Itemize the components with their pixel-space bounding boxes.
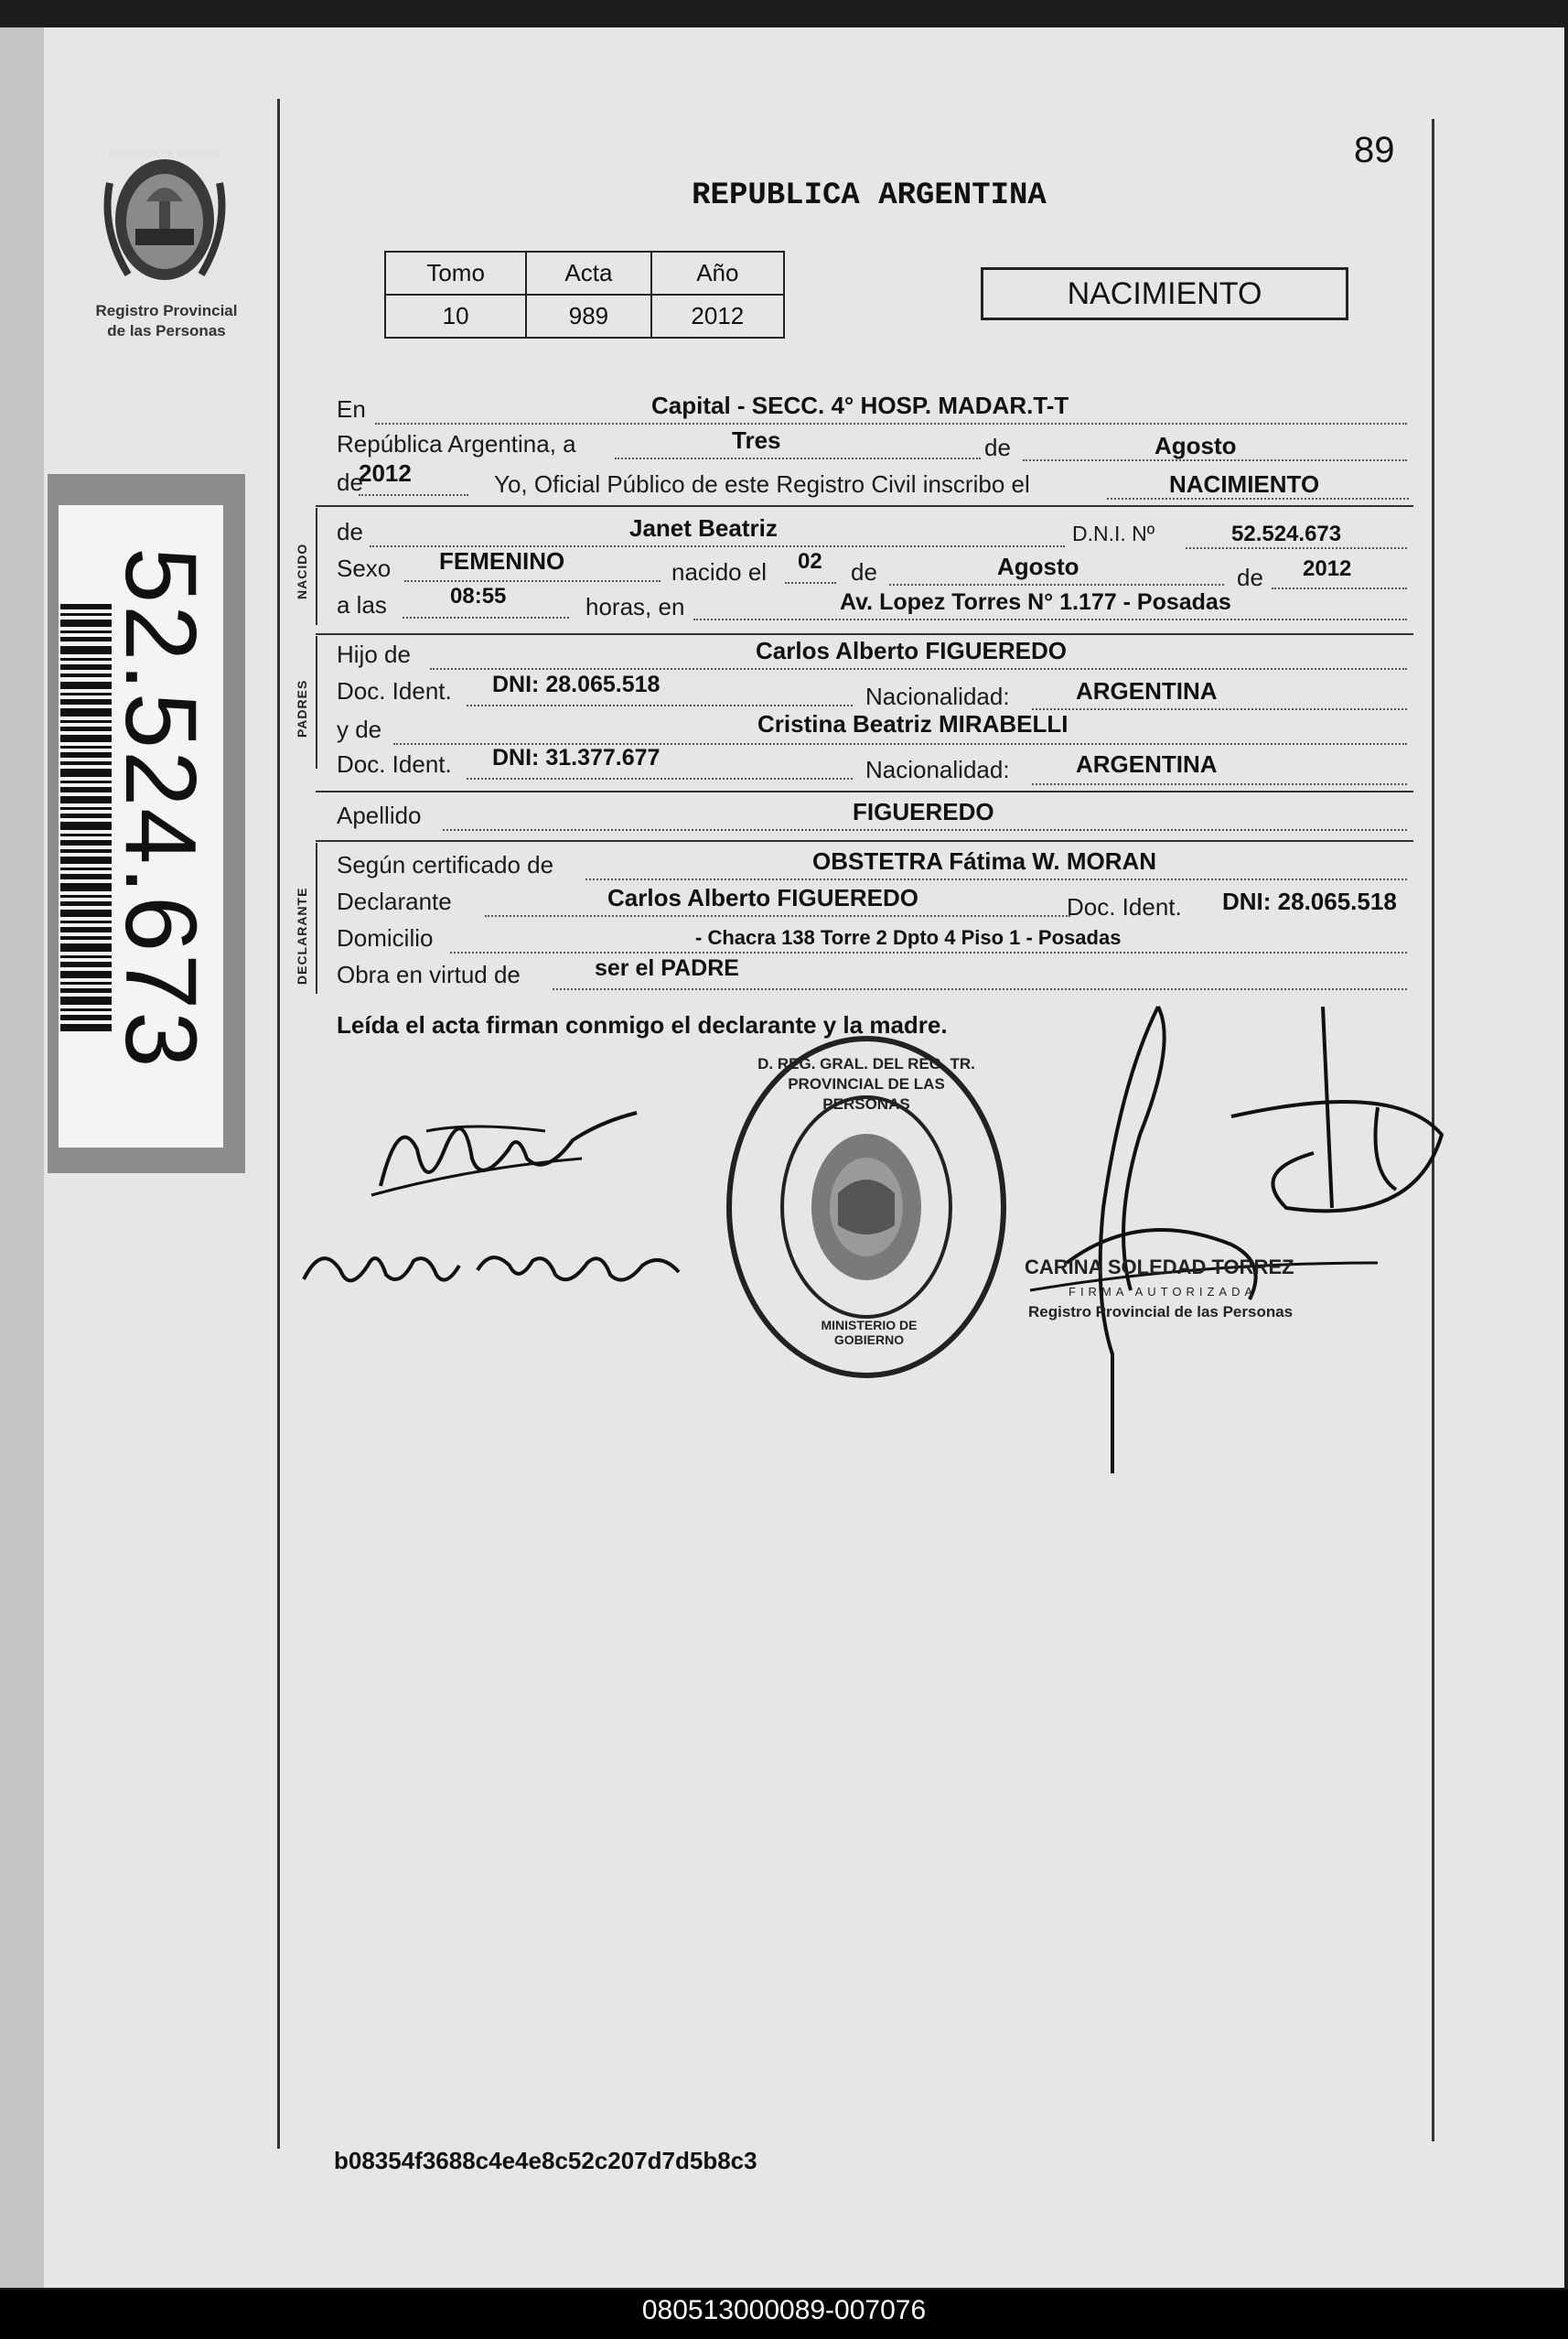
horas-en-label: horas, en bbox=[585, 593, 685, 620]
page-title: REPUBLICA ARGENTINA bbox=[692, 178, 1047, 213]
official-signature bbox=[1012, 988, 1451, 1482]
official-stamp-role: FIRMA AUTORIZADA bbox=[1069, 1285, 1258, 1299]
nacido-de-label: de bbox=[337, 518, 363, 545]
birth-year: 2012 bbox=[1303, 556, 1352, 581]
official-seal-inner-text: MINISTERIO DE GOBIERNO bbox=[821, 1318, 918, 1347]
footer-id: 080513000089-007076 bbox=[641, 2295, 927, 2325]
mother-name: Cristina Beatriz MIRABELLI bbox=[757, 710, 1069, 738]
official-stamp-name: CARINA SOLEDAD TORREZ bbox=[1025, 1256, 1294, 1278]
father-nat-label: Nacionalidad: bbox=[865, 683, 1010, 710]
registry-logo bbox=[91, 146, 238, 302]
father-nat-line bbox=[1032, 708, 1407, 710]
day-line bbox=[615, 458, 981, 459]
official-seal-text: D. REG. GRAL. DEL REG. TR. PROVINCIAL DE LAS PERSONAS bbox=[757, 1055, 975, 1113]
birth-time: 08:55 bbox=[450, 584, 507, 609]
declarante-top-rule bbox=[316, 840, 1413, 842]
en-line bbox=[375, 423, 1407, 425]
inscribo-value: NACIMIENTO bbox=[1169, 470, 1320, 498]
official-stamp-org: Registro Provincial de las Personas bbox=[1028, 1303, 1294, 1320]
dni-label: D.N.I. Nº bbox=[1072, 522, 1155, 545]
mother-signature bbox=[295, 1224, 697, 1307]
year-value: 2012 bbox=[359, 459, 412, 487]
father-doc: DNI: 28.065.518 bbox=[492, 672, 660, 697]
apellido-top-rule bbox=[316, 791, 1413, 792]
hijo-de-label: Hijo de bbox=[337, 641, 411, 668]
father-name: Carlos Alberto FIGUEREDO bbox=[756, 637, 1067, 664]
registry-logo-label: PROVINCIA DE MISIONES bbox=[108, 150, 221, 160]
day-value: Tres bbox=[732, 426, 781, 454]
segun-value: OBSTETRA Fátima W. MORAN bbox=[812, 847, 1157, 875]
year-line bbox=[359, 494, 468, 496]
dni-line bbox=[1186, 547, 1407, 549]
meta-header-anio: Año bbox=[651, 252, 784, 295]
apellido-line bbox=[443, 829, 1407, 831]
barcode-number: 52.524.673 bbox=[104, 547, 217, 1070]
nacido-top-rule bbox=[316, 505, 1413, 507]
declarante-value: Carlos Alberto FIGUEREDO bbox=[607, 884, 918, 911]
padres-top-rule bbox=[316, 633, 1413, 635]
mother-nat-label: Nacionalidad: bbox=[865, 756, 1010, 783]
place-line bbox=[693, 619, 1407, 620]
domicilio-label: Domicilio bbox=[337, 924, 434, 952]
registry-name-line2: de las Personas bbox=[107, 322, 226, 340]
meta-header-acta: Acta bbox=[526, 252, 650, 295]
birth-year-line bbox=[1272, 587, 1407, 589]
father-doc-line bbox=[467, 705, 853, 706]
segun-label: Según certificado de bbox=[337, 851, 554, 878]
declarante-signature bbox=[362, 1094, 646, 1213]
birth-de-label-2: de bbox=[1237, 564, 1263, 591]
meta-header-tomo: Tomo bbox=[385, 252, 526, 295]
nacido-side-label: NACIDO bbox=[295, 543, 309, 599]
birth-month-line bbox=[889, 584, 1224, 586]
month-value: Agosto bbox=[1155, 432, 1237, 459]
record-type-box: NACIMIENTO bbox=[981, 267, 1348, 320]
meta-value-acta: 989 bbox=[526, 295, 650, 338]
birth-month: Agosto bbox=[997, 553, 1079, 580]
nacido-dni: 52.524.673 bbox=[1231, 522, 1342, 546]
padres-side-label: PADRES bbox=[295, 679, 309, 738]
mother-doc: DNI: 31.377.677 bbox=[492, 745, 660, 771]
inscribo-text: Yo, Oficial Público de este Registro Civil inscribo el bbox=[494, 470, 1030, 498]
declarante-side-label: DECLARANTE bbox=[295, 887, 309, 985]
page-number: 89 bbox=[1354, 130, 1395, 170]
mother-doc-line bbox=[467, 778, 853, 780]
nacido-side-rule bbox=[316, 508, 317, 625]
father-nationality: ARGENTINA bbox=[1076, 677, 1218, 705]
sexo-label: Sexo bbox=[337, 555, 392, 582]
registry-name-line1: Registro Provincial bbox=[95, 302, 238, 319]
a-las-label: a las bbox=[337, 591, 387, 619]
birth-day-line bbox=[785, 582, 836, 584]
y-de-label: y de bbox=[337, 716, 382, 743]
meta-value-tomo: 10 bbox=[385, 295, 526, 338]
en-value: Capital - SECC. 4° HOSP. MADAR.T-T bbox=[651, 392, 1069, 419]
mother-nat-line bbox=[1032, 783, 1407, 785]
time-line bbox=[403, 617, 569, 619]
sexo-value: FEMENINO bbox=[439, 547, 565, 575]
declarante-side-rule bbox=[316, 843, 317, 994]
meta-value-anio: 2012 bbox=[651, 295, 784, 338]
father-doc-label: Doc. Ident. bbox=[337, 677, 452, 705]
declarante-doc: DNI: 28.065.518 bbox=[1222, 888, 1397, 915]
de-label-1: de bbox=[984, 434, 1011, 461]
father-line bbox=[430, 668, 1407, 670]
apellido-value: FIGUEREDO bbox=[853, 798, 994, 825]
nacido-el-label: nacido el bbox=[671, 558, 768, 586]
apellido-label: Apellido bbox=[337, 802, 422, 829]
birth-de-label: de bbox=[851, 558, 877, 586]
birth-day: 02 bbox=[798, 549, 822, 574]
birth-place: Av. Lopez Torres N° 1.177 - Posadas bbox=[840, 589, 1231, 615]
mother-doc-label: Doc. Ident. bbox=[337, 750, 452, 778]
left-margin-line bbox=[277, 99, 280, 2149]
domicilio-line bbox=[450, 952, 1407, 954]
domicilio-value: - Chacra 138 Torre 2 Dpto 4 Piso 1 - Posadas bbox=[695, 926, 1122, 949]
de-label-2: de bbox=[337, 469, 363, 496]
declarante-line bbox=[485, 915, 1070, 917]
declarante-doc-label: Doc. Ident. bbox=[1067, 893, 1182, 921]
obra-label: Obra en virtud de bbox=[337, 961, 521, 988]
padres-side-rule bbox=[316, 636, 317, 769]
declarante-label: Declarante bbox=[337, 888, 452, 915]
nacido-name: Janet Beatriz bbox=[629, 514, 778, 542]
segun-line bbox=[585, 878, 1407, 880]
document-hash: b08354f3688c4e4e8c52c207d7d5b8c3 bbox=[334, 2147, 757, 2174]
closing-statement: Leída el acta firman conmigo el declarante y la madre. bbox=[337, 1011, 948, 1039]
mother-nationality: ARGENTINA bbox=[1076, 750, 1218, 778]
en-label: En bbox=[337, 395, 366, 423]
sexo-line bbox=[404, 580, 660, 582]
page-gutter bbox=[0, 27, 44, 2288]
obra-value: ser el PADRE bbox=[595, 955, 739, 981]
meta-table bbox=[384, 251, 785, 339]
republica-label: República Argentina, a bbox=[337, 430, 576, 458]
coat-of-arms-icon bbox=[91, 146, 238, 302]
